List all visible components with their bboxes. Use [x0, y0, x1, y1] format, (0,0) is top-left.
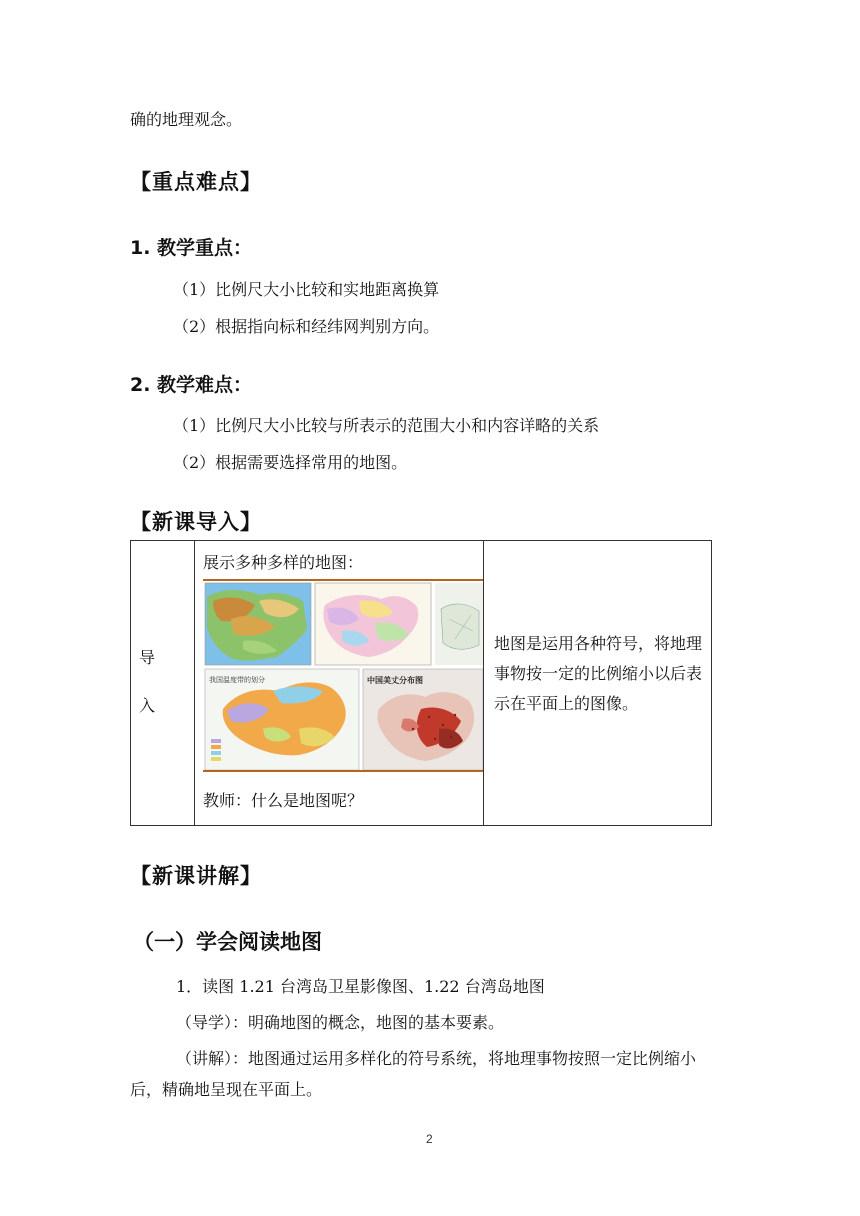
- teaching-focus-item-2: （2）根据指向标和经纬网判别方向。: [173, 317, 440, 336]
- map-collage-image: [203, 579, 483, 772]
- distribution-map-title: 中国美丈分布图: [367, 675, 423, 685]
- intro-table-definition-cell: [484, 541, 711, 825]
- page-number: 2: [426, 1132, 433, 1146]
- intro-table-label-cell: [131, 541, 195, 825]
- teaching-difficulty-title: 2. 教学难点：: [130, 374, 253, 396]
- map-collage-frame: [203, 579, 483, 772]
- section-heading-new-lesson-explain: 【新课讲解】: [130, 864, 262, 888]
- intro-label-bottom: 入: [139, 696, 156, 715]
- map-definition: 地图是运用各种符号，将地理事物按一定的比例缩小以后表示在平面上的图像。: [494, 634, 703, 713]
- intro-label-top: 导: [139, 648, 156, 667]
- intro-table: [130, 540, 712, 826]
- intro-table-content-cell: [195, 541, 484, 825]
- part-one-explain-line-1: （讲解）：地图通过运用多样化的符号系统，将地理事物按照一定比例缩小: [176, 1049, 697, 1068]
- part-one-explain-line-2: 后，精确地呈现在平面上。: [130, 1080, 323, 1099]
- teaching-difficulty-item-2: （2）根据需要选择常用的地图。: [173, 453, 408, 472]
- teacher-question: 教师：什么是地图呢？: [203, 791, 364, 810]
- section-heading-new-lesson-intro: 【新课导入】: [130, 510, 262, 534]
- part-one-item-1: 1．读图 1.21 台湾岛卫星影像图、1.22 台湾岛地图: [176, 977, 545, 996]
- part-one-title: （一）学会阅读地图: [133, 930, 322, 954]
- teaching-focus-item-1: （1）比例尺大小比较和实地距离换算: [173, 280, 440, 299]
- intro-line: 确的地理观念。: [130, 110, 243, 129]
- section-heading-key-points: 【重点难点】: [130, 170, 262, 194]
- show-maps-text: 展示多种多样的地图：: [203, 553, 364, 572]
- part-one-guide: （导学）：明确地图的概念，地图的基本要素。: [176, 1013, 505, 1032]
- temperature-zone-map-title: 我国温度带的划分: [209, 676, 265, 684]
- teaching-difficulty-item-1: （1）比例尺大小比较与所表示的范围大小和内容详略的关系: [173, 416, 600, 435]
- teaching-focus-title: 1. 教学重点：: [130, 237, 253, 259]
